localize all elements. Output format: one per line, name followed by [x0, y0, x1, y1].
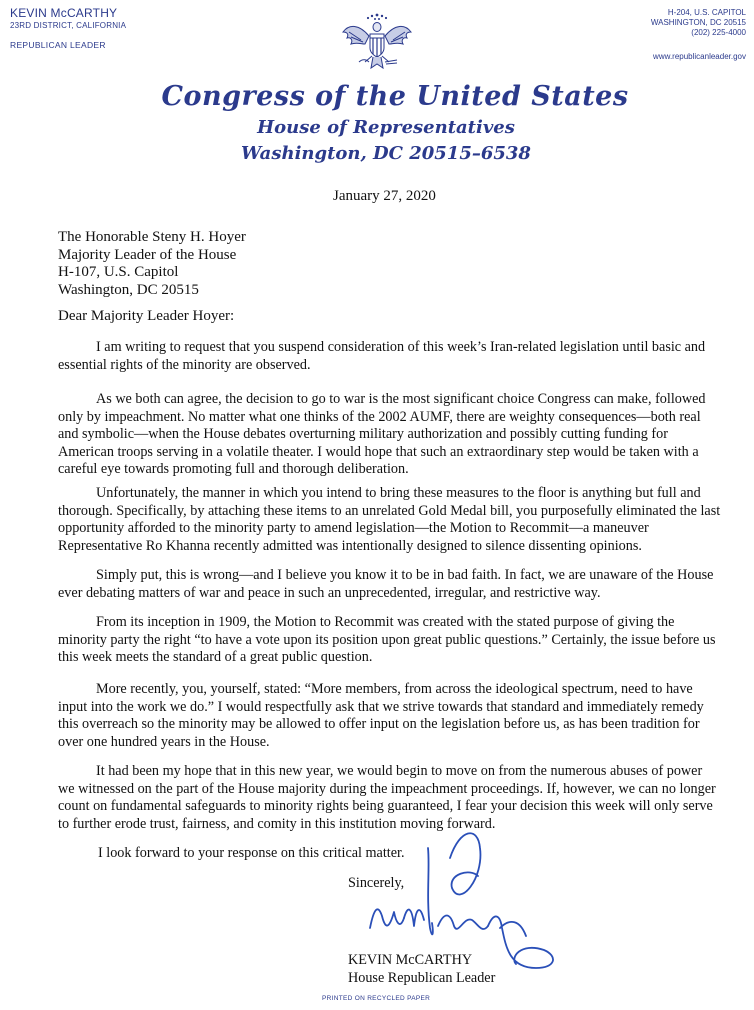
letterhead-right	[546, 8, 746, 62]
member-district: 23RD DISTRICT, CALIFORNIA	[10, 21, 127, 30]
great-seal-eagle-icon	[339, 10, 415, 74]
recipient-address	[58, 229, 246, 299]
letterhead-left	[10, 6, 210, 51]
body-paragraph: As we both can agree, the decision to go to war is the most significant choice Congress can make, followed only by impeachment. No matter what one thinks of the 2002 AUMF, there are weighty consequences—both real and symbolic—when the House debates overturning military authorization and possibly cutting funding for American troops serving in a volatile theater. I would hope that such an extraordinary step would be taken with a careful eye towards promoting full and thorough deliberation.	[58, 391, 706, 478]
office-address: H-204, U.S. CAPITOL	[667, 8, 746, 17]
body-paragraph: It had been my hope that in this new year, we would begin to move on from the numerous abuses of power we witnessed on the part of the House majority during the impeachment proceedings. If, however, we can no longer count on fundamental safeguards to minority rights being guaranteed, I fear your decision this week will only serve to further erode trust, fairness, and comity in this institution moving forward.	[58, 763, 716, 832]
member-role: REPUBLICAN LEADER	[10, 40, 106, 50]
salutation: Dear Majority Leader Hoyer:	[58, 308, 235, 324]
body-paragraph: More recently, you, yourself, stated: “More members, from across the ideological spectrum, need to have input into the work we do.” I would respectfully ask that we strive towards that standard and immediately remedy this overreach so the minority may be allowed to offer input on the legislation before us, as has been tradition for over one hundred years in the House.	[58, 681, 704, 750]
office-phone: (202) 225-4000	[691, 28, 746, 37]
masthead	[0, 80, 754, 165]
body-paragraph: Simply put, this is wrong—and I believe you know it to be in bad faith. In fact, we are unaware of the House ever debating matters of war and peace in such an unprecedented, irregular, and restrictive way.	[58, 567, 714, 601]
recipient-title: Majority Leader of the House	[58, 246, 237, 263]
body-paragraph: I am writing to request that you suspend consideration of this week’s Iran-related legislation until basic and essential rights of the minority are observed.	[58, 339, 706, 373]
body-paragraph: Unfortunately, the manner in which you intend to bring these measures to the floor is anything but full and thorough. Specifically, by attaching these items to an unrelated Gold Medal bill, you purposefully eliminated the last opportunity afforded to the minority party to amend legislation—the Motion to Recommit—a maneuver Representative Ro Khanna recently admitted was intentionally designed to silence dissenting opinions.	[58, 485, 721, 554]
body-paragraph: From its inception in 1909, the Motion to Recommit was created with the stated purpose of giving the minority party the right “to have a vote upon its position upon great public questions.” Certainly, the issue before us this week meets the standard of a great public question.	[58, 614, 716, 666]
masthead-congress: Congress of the United States	[161, 81, 629, 112]
recipient-city: Washington, DC 20515	[58, 281, 199, 298]
recycled-paper-note: PRINTED ON RECYCLED PAPER	[322, 995, 431, 1002]
member-name: KEVIN McCARTHY	[10, 6, 118, 20]
signer-title: House Republican Leader	[348, 969, 496, 986]
letter-date: January 27, 2020	[333, 188, 436, 204]
signer-block	[348, 952, 495, 987]
masthead-address: Washington, DC 20515–6538	[241, 143, 531, 164]
closing-line: I look forward to your response on this critical matter.	[98, 845, 405, 861]
masthead-house: House of Representatives	[257, 117, 515, 138]
recipient-name: The Honorable Steny H. Hoyer	[58, 229, 246, 245]
complimentary-close: Sincerely,	[348, 875, 405, 891]
website-link[interactable]: www.republicanleader.gov	[653, 52, 746, 61]
office-city: WASHINGTON, DC 20515	[650, 18, 746, 27]
recipient-office: H-107, U.S. Capitol	[58, 264, 179, 280]
signer-name: KEVIN McCARTHY	[348, 952, 473, 968]
